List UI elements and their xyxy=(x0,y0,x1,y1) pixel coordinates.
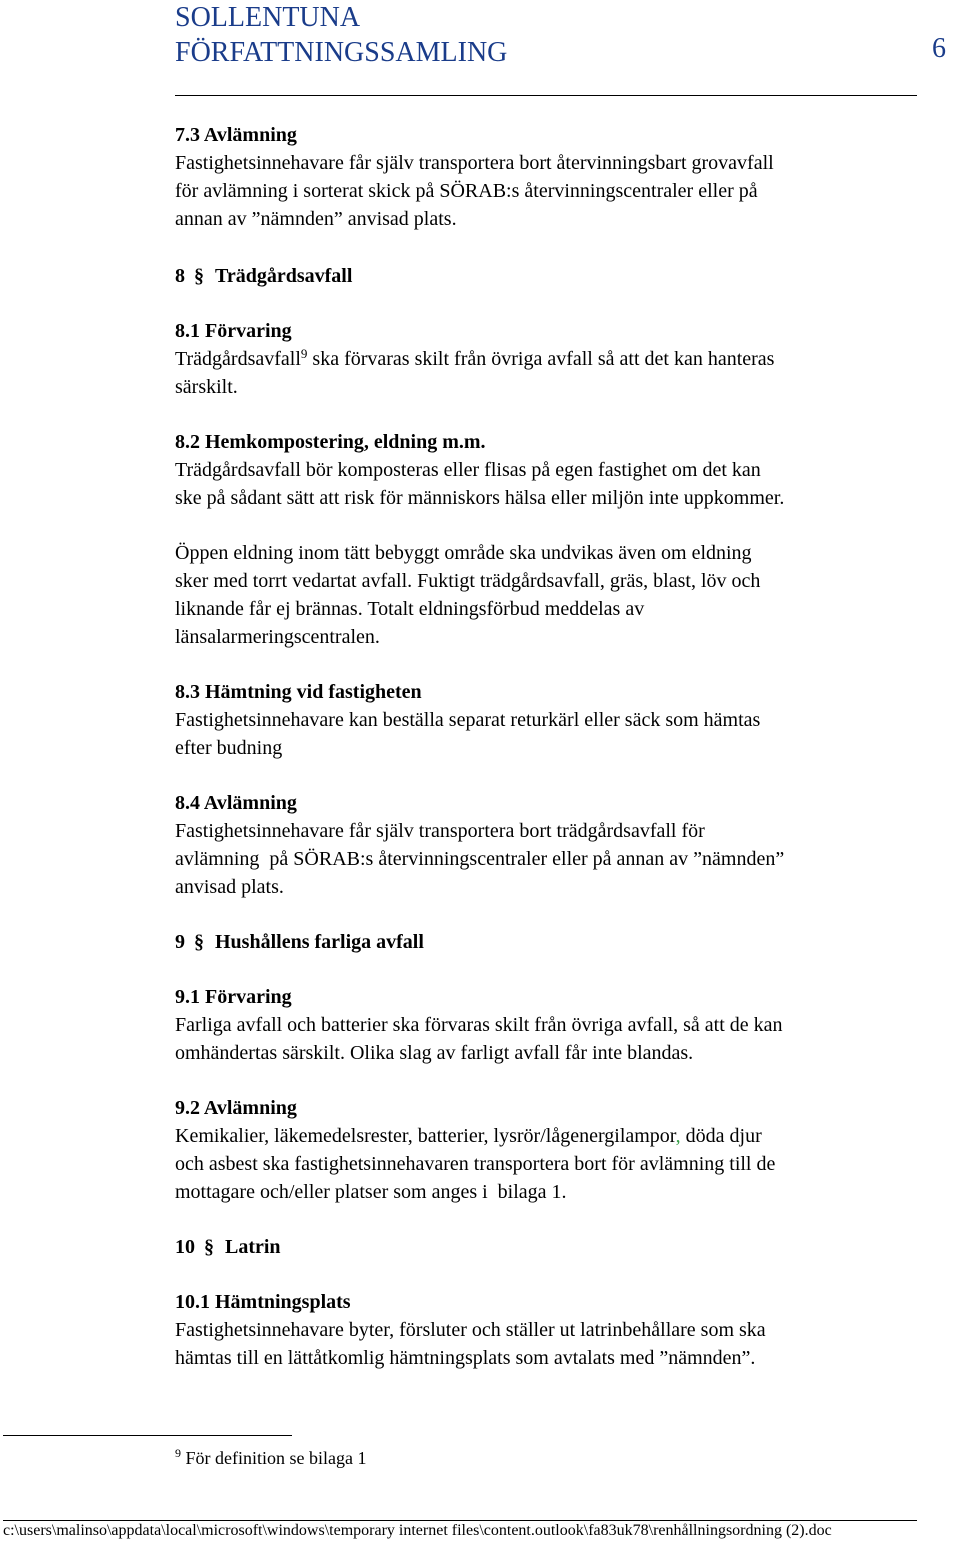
section-9-2 xyxy=(175,1094,920,1206)
footnote-text: För definition se bilaga 1 xyxy=(181,1448,367,1468)
text-span: döda djur xyxy=(680,1125,762,1147)
chapter-title: Latrin xyxy=(225,1236,281,1258)
text-line: för avlämning i sorterat skick på SÖRAB:s återvinningscentraler eller på xyxy=(175,180,758,202)
header-title xyxy=(175,0,507,70)
section-heading: 8.2 Hemkompostering, eldning m.m. xyxy=(175,431,486,453)
chapter-number: 8 xyxy=(175,265,185,287)
text-line: mottagare och/eller platser som anges i bilaga 1. xyxy=(175,1181,567,1203)
header-divider xyxy=(175,95,917,96)
header-title-line1: SOLLENTUNA xyxy=(175,2,361,33)
footnote xyxy=(175,1446,366,1470)
section-heading: 9.1 Förvaring xyxy=(175,986,292,1008)
paragraph-symbol: § xyxy=(194,931,204,953)
section-9-1 xyxy=(175,983,920,1067)
text-span: Kemikalier, läkemedelsrester, batterier, lysrör/lågenergilampor xyxy=(175,1125,676,1147)
header-title-line2: FÖRFATTNINGSSAMLING xyxy=(175,37,508,68)
text-line: Fastighetsinnehavare kan beställa separat returkärl eller säck som hämtas xyxy=(175,709,761,731)
section-heading: 8.1 Förvaring xyxy=(175,320,292,342)
chapter-title: Trädgårdsavfall xyxy=(215,265,353,287)
text-line: Fastighetsinnehavare byter, försluter och ställer ut latrinbehållare som ska xyxy=(175,1319,766,1341)
section-10-1 xyxy=(175,1288,920,1372)
text-line: efter budning xyxy=(175,737,283,759)
section-7-3 xyxy=(175,121,920,233)
text-line: Fastighetsinnehavare får själv transportera bort trädgårdsavfall för xyxy=(175,820,705,842)
text-line: omhändertas särskilt. Olika slag av farligt avfall får inte blandas. xyxy=(175,1042,694,1064)
chapter-9-heading xyxy=(175,928,920,956)
section-heading: 8.4 Avlämning xyxy=(175,792,297,814)
chapter-8-heading xyxy=(175,262,920,290)
section-8-3 xyxy=(175,678,920,762)
text-line: sker med torrt vedartat avfall. Fuktigt trädgårdsavfall, gräs, blast, löv och xyxy=(175,570,761,592)
text-line: Farliga avfall och batterier ska förvaras skilt från övriga avfall, så att de kan xyxy=(175,1014,783,1036)
text-line xyxy=(175,1122,920,1150)
chapter-number: 10 xyxy=(175,1236,195,1258)
paragraph-symbol: § xyxy=(194,265,204,287)
section-8-2 xyxy=(175,428,920,512)
footer-file-path: c:\users\malinso\appdata\local\microsoft\windows\temporary internet files\content.outlook\fa83uk78\renhållningsordning (2).doc xyxy=(3,1522,832,1539)
footnote-marker: 9 xyxy=(175,1446,181,1460)
section-8-1 xyxy=(175,317,920,401)
section-heading: 10.1 Hämtningsplats xyxy=(175,1291,351,1313)
chapter-number: 9 xyxy=(175,931,185,953)
text-line: hämtas till en lättåtkomlig hämtningsplats som avtalats med ”nämnden”. xyxy=(175,1347,756,1369)
chapter-title: Hushållens farliga avfall xyxy=(215,931,424,953)
text-line: anvisad plats. xyxy=(175,876,284,898)
section-heading: 9.2 Avlämning xyxy=(175,1097,297,1119)
text-line: Fastighetsinnehavare får själv transportera bort återvinningsbart grovavfall xyxy=(175,152,774,174)
text-line: Öppen eldning inom tätt bebyggt område ska undvikas även om eldning xyxy=(175,542,752,564)
text-line: ske på sådant sätt att risk för människors hälsa eller miljön inte uppkommer. xyxy=(175,487,785,509)
text-line: Trädgårdsavfall bör komposteras eller flisas på egen fastighet om det kan xyxy=(175,459,761,481)
text-span: ska förvaras skilt från övriga avfall så att det kan hanteras xyxy=(307,348,775,370)
section-8-2-paragraph-2 xyxy=(175,539,920,651)
section-heading: 8.3 Hämtning vid fastigheten xyxy=(175,681,422,703)
paragraph-symbol: § xyxy=(204,1236,214,1258)
text-line: liknande får ej brännas. Totalt eldningsförbud meddelas av xyxy=(175,598,645,620)
text-line: särskilt. xyxy=(175,376,238,398)
section-8-4 xyxy=(175,789,920,901)
text-line: avlämning på SÖRAB:s återvinningscentraler eller på annan av ”nämnden” xyxy=(175,848,785,870)
text-span: Trädgårdsavfall xyxy=(175,348,301,370)
footnote-reference: 9 xyxy=(300,346,308,361)
text-line: annan av ”nämnden” anvisad plats. xyxy=(175,208,457,230)
footnote-separator xyxy=(3,1435,292,1436)
page-number: 6 xyxy=(932,33,946,64)
text-line xyxy=(175,345,920,373)
chapter-10-heading xyxy=(175,1233,920,1261)
section-heading: 7.3 Avlämning xyxy=(175,124,297,146)
text-line: länsalarmeringscentralen. xyxy=(175,626,380,648)
text-line: och asbest ska fastighetsinnehavaren transportera bort för avlämning till de xyxy=(175,1153,776,1175)
highlighted-comma: , xyxy=(675,1125,681,1147)
